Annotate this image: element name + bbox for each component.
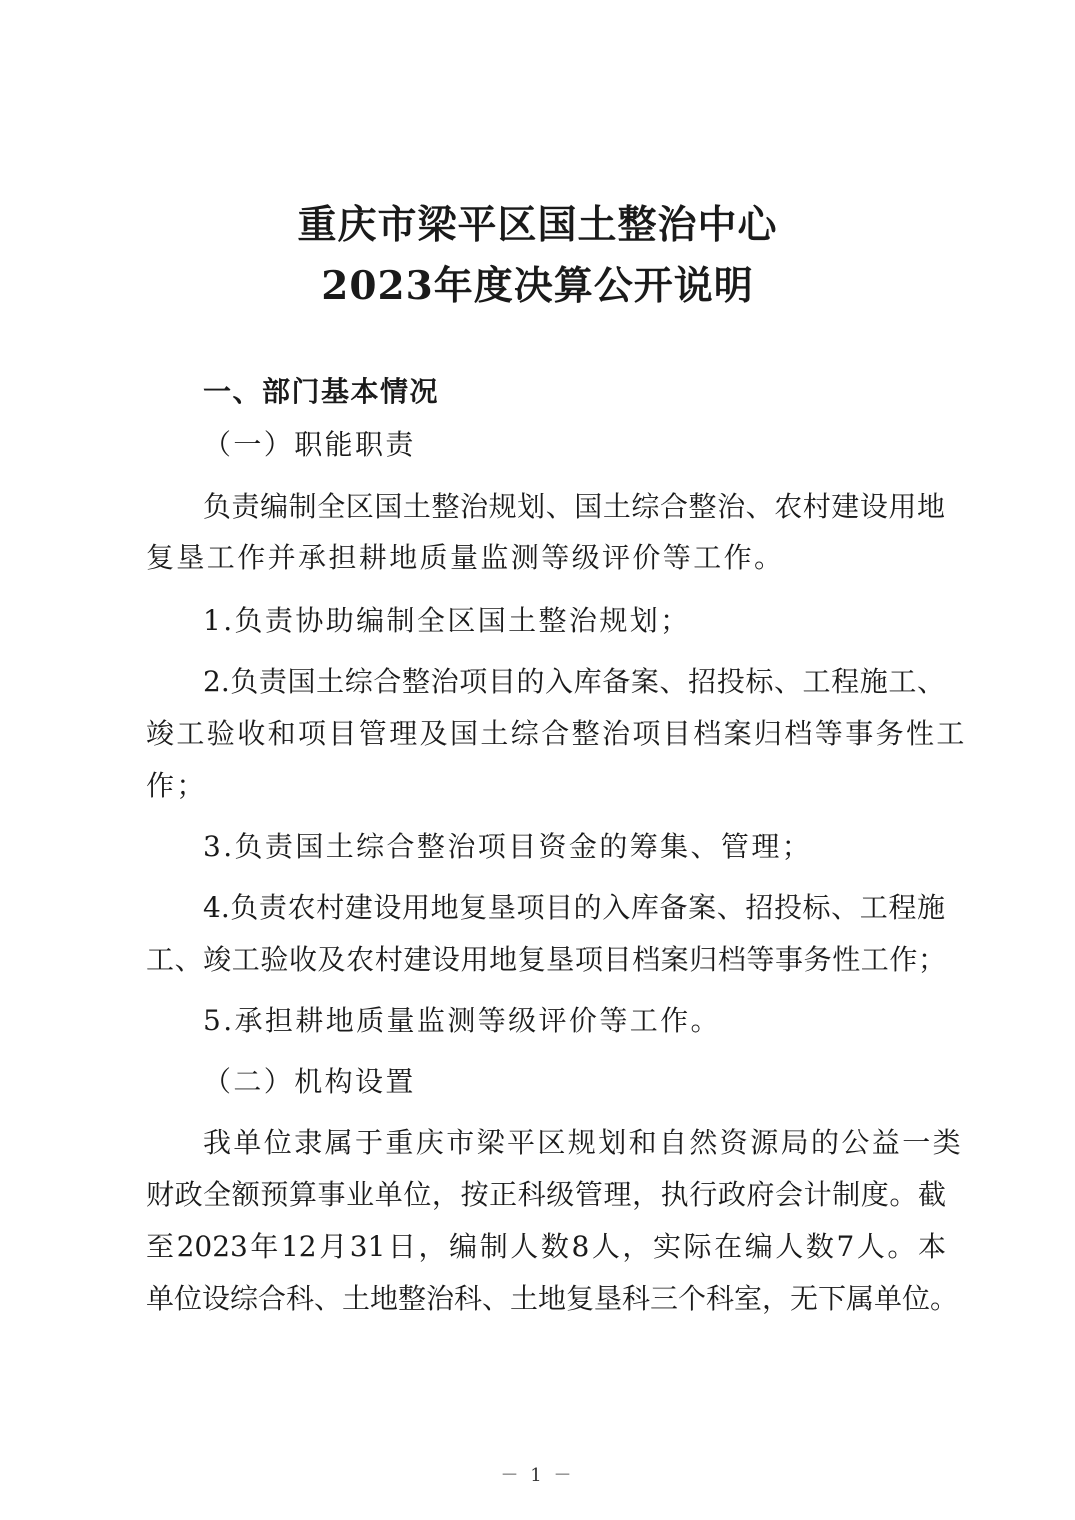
section-heading-basic-info: 一、部门基本情况 bbox=[203, 375, 440, 408]
duty-item-3: 3.负责国土综合整治项目资金的筹集、管理； bbox=[203, 830, 813, 863]
duty-item-2-line1: 2.负责国土综合整治项目的入库备案、招投标、工程施工、 bbox=[203, 665, 945, 698]
subsection-heading-duties: （一）职能职责 bbox=[203, 428, 416, 461]
paragraph-organization-line2: 财政全额预算事业单位，按正科级管理，执行政府会计制度。截 bbox=[146, 1178, 946, 1211]
document-title-line2: 2023年度决算公开说明 bbox=[321, 263, 754, 309]
duty-item-4-line2: 工、竣工验收及农村建设用地复垦项目档案归档等事务性工作； bbox=[146, 943, 946, 976]
page-number: － 1 － bbox=[500, 1465, 575, 1486]
paragraph-duties-intro-line2: 复垦工作并承担耕地质量监测等级评价等工作。 bbox=[146, 541, 785, 574]
duty-item-4-line1: 4.负责农村建设用地复垦项目的入库备案、招投标、工程施 bbox=[203, 891, 945, 924]
duty-item-5: 5.承担耕地质量监测等级评价等工作。 bbox=[203, 1004, 721, 1037]
document-title-line1: 重庆市梁平区国土整治中心 bbox=[297, 202, 778, 248]
duty-item-2-line3: 作； bbox=[146, 769, 207, 802]
paragraph-organization-line3: 至2023年12月31日，编制人数8人，实际在编人数7人。本 bbox=[146, 1230, 946, 1263]
subsection-heading-organization: （二）机构设置 bbox=[203, 1065, 416, 1098]
paragraph-organization-line4: 单位设综合科、土地整治科、土地复垦科三个科室，无下属单位。 bbox=[146, 1282, 959, 1315]
paragraph-organization-line1: 我单位隶属于重庆市梁平区规划和自然资源局的公益一类 bbox=[203, 1126, 964, 1159]
duty-item-2-line2: 竣工验收和项目管理及国土综合整治项目档案归档等事务性工 bbox=[146, 717, 967, 750]
duty-item-1: 1.负责协助编制全区国土整治规划； bbox=[203, 604, 691, 637]
paragraph-duties-intro-line1: 负责编制全区国土整治规划、国土综合整治、农村建设用地 bbox=[203, 490, 945, 523]
